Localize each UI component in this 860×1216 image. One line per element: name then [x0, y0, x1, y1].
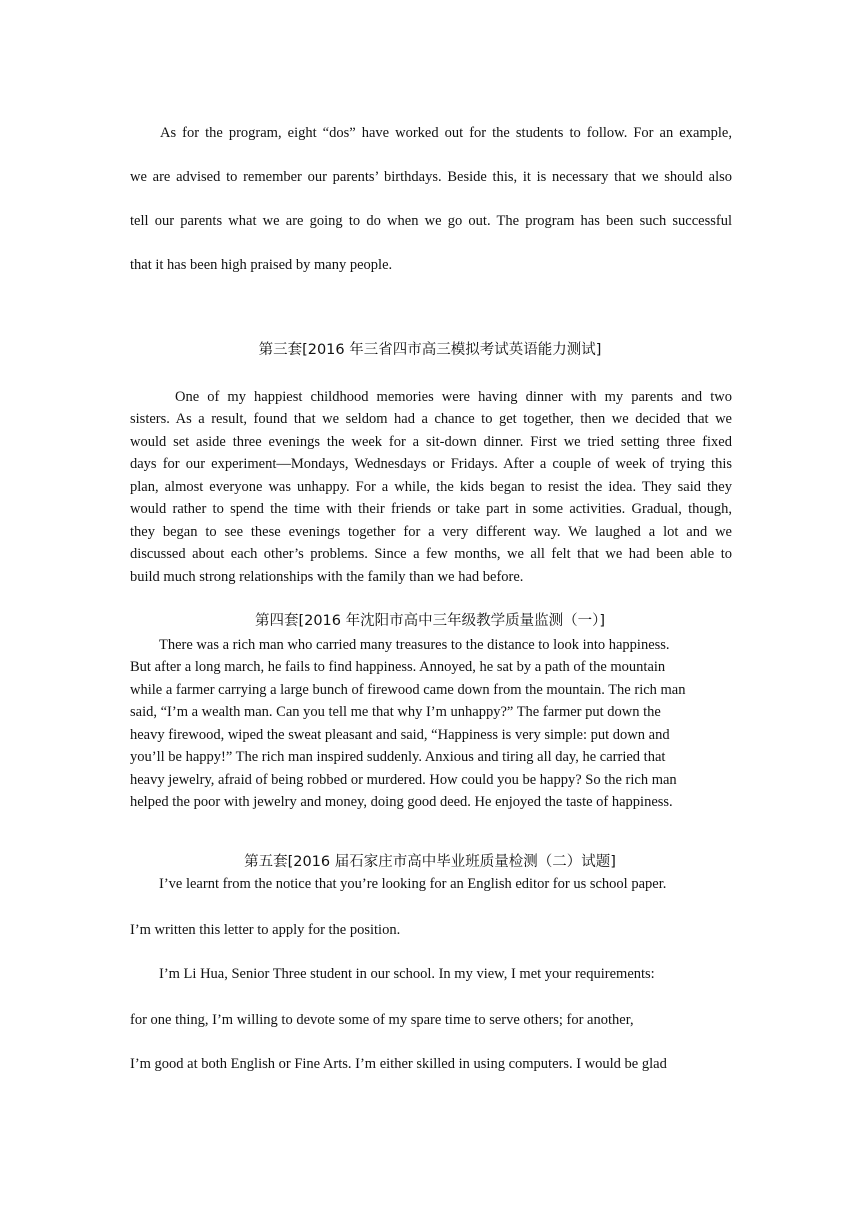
section-heading: 第五套[2016 届石家庄市高中毕业班质量检测（二）试题]	[244, 854, 616, 870]
paragraph-line: As for the program, eight “dos” have worked out for the students to follow. For an example,	[160, 125, 732, 141]
paragraph-line: said, “I’m a wealth man. Can you tell me that why I’m unhappy?” The farmer put down the	[130, 704, 661, 720]
paragraph-line: But after a long march, he fails to find happiness. Annoyed, he sat by a path of the mountain	[130, 659, 666, 675]
paragraph-line: we are advised to remember our parents’ birthdays. Beside this, it is necessary that we should also	[130, 169, 732, 185]
paragraph-line: they began to see these evenings together for a very different way. We laughed a lot and we	[130, 524, 732, 540]
paragraph-line: you’ll be happy!” The rich man inspired suddenly. Anxious and tiring all day, he carried that	[130, 749, 666, 765]
paragraph-line: I’m good at both English or Fine Arts. I’m either skilled in using computers. I would be glad	[130, 1056, 667, 1072]
paragraph-line: while a farmer carrying a large bunch of firewood came down from the mountain. The rich man	[130, 682, 686, 698]
paragraph-line: tell our parents what we are going to do when we go out. The program has been such successful	[130, 213, 732, 229]
paragraph-line: There was a rich man who carried many treasures to the distance to look into happiness.	[159, 637, 670, 653]
paragraph-line: I’ve learnt from the notice that you’re looking for an English editor for us school paper.	[159, 876, 667, 892]
paragraph-line: build much strong relationships with the family than we had before.	[130, 569, 524, 585]
paragraph-line: sisters. As a result, found that we seldom had a chance to get together, then we decided that we	[130, 411, 732, 427]
paragraph-line: discussed about each other’s problems. Since a few months, we all felt that we had been able to	[130, 546, 732, 562]
paragraph-line: days for our experiment—Mondays, Wednesdays or Fridays. After a couple of week of trying this	[130, 456, 732, 472]
paragraph-line: I’m Li Hua, Senior Three student in our school. In my view, I met your requirements:	[159, 966, 655, 982]
paragraph-line: I’m written this letter to apply for the position.	[130, 922, 401, 938]
paragraph-line: that it has been high praised by many people.	[130, 257, 393, 273]
paragraph-line: heavy jewelry, afraid of being robbed or murdered. How could you be happy? So the rich man	[130, 772, 677, 788]
section-heading: 第四套[2016 年沈阳市高中三年级教学质量监测（一）]	[254, 613, 606, 629]
paragraph-line: for one thing, I’m willing to devote some of my spare time to serve others; for another,	[130, 1012, 634, 1028]
paragraph-line: heavy firewood, wiped the sweat pleasant and said, “Happiness is very simple: put down and	[130, 727, 670, 743]
paragraph-line: One of my happiest childhood memories were having dinner with my parents and two	[175, 389, 732, 405]
paragraph-line: helped the poor with jewelry and money, doing good deed. He enjoyed the taste of happiness.	[130, 794, 673, 810]
paragraph-line: plan, almost everyone was unhappy. For a while, the kids began to resist the idea. They said they	[130, 479, 732, 495]
section-heading: 第三套[2016 年三省四市高三模拟考试英语能力测试]	[258, 342, 602, 358]
paragraph-line: would set aside three evenings the week for a sit-down dinner. First we tried setting three fixed	[130, 434, 732, 450]
paragraph-line: would rather to spend the time with their friends or take part in some activities. Gradual, though,	[130, 501, 732, 517]
